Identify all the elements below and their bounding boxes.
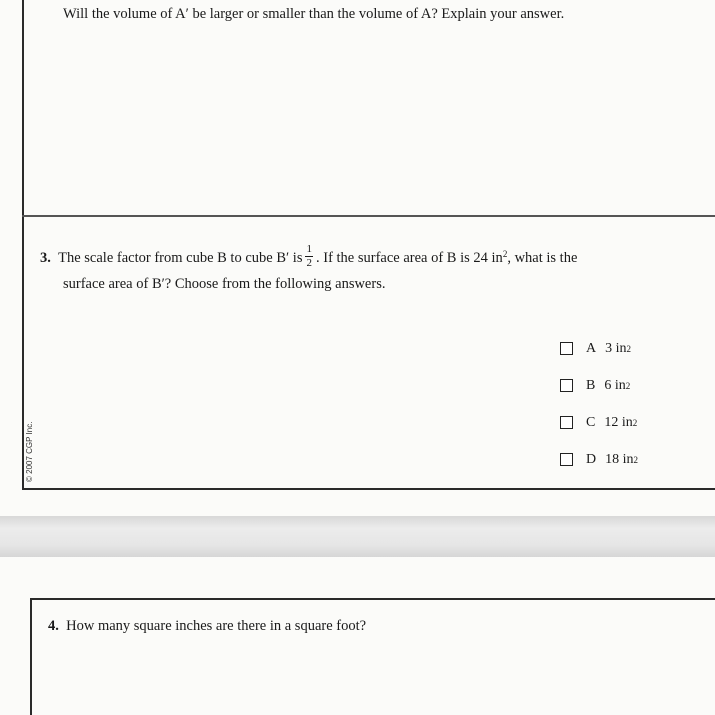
option-c-value: 12 in (604, 414, 633, 430)
option-d-value: 18 in (605, 451, 634, 467)
question-3-line-2 (63, 276, 385, 293)
scale-factor-fraction (305, 244, 313, 269)
option-d-checkbox[interactable] (560, 453, 573, 466)
fraction-denominator: 2 (306, 257, 312, 269)
option-a-letter: A (586, 340, 597, 356)
question-3-line-1 (40, 243, 578, 271)
question-4-top-border (30, 598, 715, 600)
question-4-left-border (30, 598, 32, 715)
option-b-letter: B (586, 377, 596, 393)
question-4-text: How many square inches are there in a square foot? (66, 618, 367, 634)
option-c[interactable]: C 12 in 2 (560, 404, 638, 441)
option-c-checkbox[interactable] (560, 416, 573, 429)
option-d-letter: D (586, 451, 597, 467)
option-c-letter: C (586, 414, 596, 430)
question-3-text-before: The scale factor from cube B to cube B′ is (58, 249, 303, 266)
question-2-text: Will the volume of A′ be larger or smaller than the volume of A? Explain your answer. (63, 6, 565, 22)
question-4-number: 4. (48, 618, 59, 634)
option-d[interactable]: D 18 in 2 (560, 441, 638, 478)
answer-options (560, 330, 638, 478)
option-a[interactable]: A 3 in 2 (560, 330, 638, 367)
page-gap (0, 516, 715, 557)
question-2-prompt (63, 6, 564, 23)
question-3-text-end: , what is the (507, 249, 578, 266)
fraction-numerator: 1 (306, 243, 312, 255)
option-b-value: 6 in (604, 377, 626, 393)
option-b[interactable]: B 6 in 2 (560, 367, 638, 404)
question-4-prompt (48, 618, 366, 635)
section-divider (22, 215, 715, 217)
option-a-checkbox[interactable] (560, 342, 573, 355)
question-3-text-line-2: surface area of B′? Choose from the following answers. (63, 276, 386, 292)
frame-bottom-line (22, 488, 715, 490)
question-3-text-after: . If the surface area of B is 24 in (315, 249, 503, 266)
copyright-notice: © 2007 CGP Inc. (25, 421, 34, 482)
question-3-number: 3. (40, 249, 51, 266)
option-a-value: 3 in (605, 340, 627, 356)
option-b-checkbox[interactable] (560, 379, 573, 392)
frame-left-line (22, 0, 24, 489)
worksheet-page-bottom (0, 557, 715, 715)
area-exponent: 2 (502, 248, 508, 259)
